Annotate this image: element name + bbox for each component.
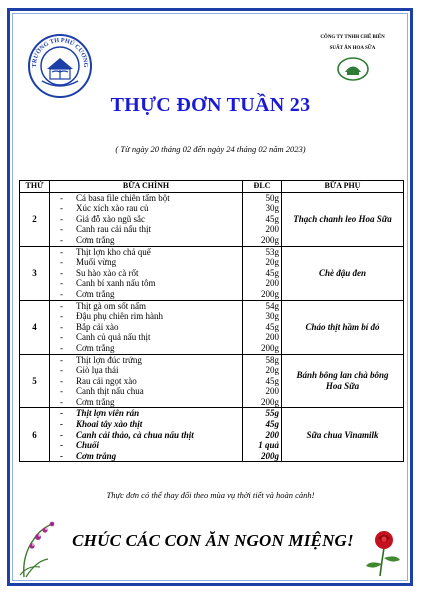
dish-name: Thịt lợn viên rán [76,408,140,419]
dish-name: Cơm trắng [76,396,115,407]
table-row [20,408,404,462]
rose-decoration [360,520,406,578]
dish-amount: 200 [265,429,279,440]
dish-amount: 30g [265,203,279,214]
date-range: ( Từ ngày 20 tháng 02 đến ngày 24 tháng 02 năm 2023) [115,144,306,154]
dish-item: - Canh rau cải nấu thịt [60,224,151,235]
dish-amount: 58g [265,354,279,365]
dish-name: Muối vừng [76,257,117,268]
table-row [20,354,404,408]
dish-name: Cơm trắng [76,342,115,353]
dish-amount: 45g [265,375,279,386]
dish-amount: 30g [265,311,279,322]
dish-amount: 200g [261,396,279,407]
day-cell: 2 [20,192,50,246]
main-meal-cell [50,354,243,408]
dish-item: - Cơm trắng [60,288,115,299]
dish-item: - Đậu phụ chiên rim hành [60,311,163,322]
dish-name: Thịt lợn kho chả quế [76,246,151,257]
dish-item: - Thịt lợn viên rán [60,408,140,419]
company-name [305,32,400,54]
dish-item: - Rau cải ngọt xào [60,375,137,386]
menu-note: Thực đơn có thể thay đổi theo mùa vụ thời tiết và hoàn cảnh! [106,490,315,500]
dish-amount: 54g [265,300,279,311]
menu-table [19,180,404,462]
amount-cell [243,354,282,408]
dish-item: - Chuối [60,440,100,451]
dish-name: Canh cải thảo, cà chua nấu thịt [76,429,194,440]
dish-item: - Canh cải thảo, cà chua nấu thịt [60,429,194,440]
amount-cell [243,246,282,300]
table-row [20,300,404,354]
dish-name: Giò lụa thái [76,365,119,376]
dish-amount: 45g [265,213,279,224]
dish-amount: 200g [261,288,279,299]
dish-amount: 200g [261,450,279,461]
header-day: THỨ [20,181,50,193]
table-header-row [20,181,404,193]
dish-amount: 200g [261,234,279,245]
dish-amount: 45g [265,267,279,278]
side-meal-cell: Thạch chanh leo Hoa Sữa [282,192,404,246]
dish-name: Thịt gà om sốt nấm [76,300,146,311]
dish-name: Cá basa file chiên tẩm bột [76,192,170,203]
company-line1: CÔNG TY TNHH CHẾ BIẾN [320,35,385,40]
dish-name: Giá đỗ xào ngũ sắc [76,213,145,224]
dish-name: Su hào xào cà rốt [76,267,139,278]
dish-item: - Bắp cải xào [60,321,119,332]
dish-item: - Khoai tây xào thịt [60,419,143,430]
dish-item: - Muối vừng [60,257,117,268]
amount-cell [243,192,282,246]
dish-amount: 200 [265,278,279,289]
dish-amount: 50g [265,192,279,203]
dish-name: Thịt lợn đúc trứng [76,354,142,365]
day-cell: 3 [20,246,50,300]
svg-text:TRƯỜNG TH PHÚ CƯƠNG: TRƯỜNG TH PHÚ CƯƠNG [30,36,90,68]
dish-amount: 20g [265,257,279,268]
header-side-meal: BỮA PHỤ [282,181,404,193]
dish-item: - Thịt lợn kho chả quế [60,246,151,257]
dish-amount: 1 quả [258,440,279,451]
dish-name: Khoai tây xào thịt [76,419,143,430]
school-logo [27,33,93,99]
dish-item: - Cơm trắng [60,450,117,461]
dish-amount: 55g [265,408,279,419]
day-cell: 5 [20,354,50,408]
amount-cell [243,408,282,462]
dish-name: Bắp cải xào [76,321,119,332]
dish-item: - Canh củ quả nấu thịt [60,332,151,343]
dish-name: Canh củ quả nấu thịt [76,332,151,343]
side-meal-cell: Bánh bông lan chà bông Hoa Sữa [282,354,404,408]
table-row [20,192,404,246]
dish-amount: 200 [265,386,279,397]
dish-amount: 200 [265,332,279,343]
header-amount: ĐLC [243,181,282,193]
dish-item: - Giò lụa thái [60,365,119,376]
header-main-meal: BỮA CHÍNH [50,181,243,193]
dish-item: - Su hào xào cà rốt [60,267,139,278]
main-meal-cell [50,300,243,354]
side-meal-cell: Chè đậu đen [282,246,404,300]
side-meal-cell: Sữa chua Vinamilk [282,408,404,462]
dish-item: - Canh bí xanh nấu tôm [60,278,156,289]
day-cell: 6 [20,408,50,462]
dish-name: Xúc xích xào rau củ [76,203,149,214]
dish-name: Canh rau cải nấu thịt [76,224,151,235]
dish-name: Rau cải ngọt xào [76,375,137,386]
amount-cell [243,300,282,354]
dish-item: - Cơm trắng [60,342,115,353]
dish-name: Canh bí xanh nấu tôm [76,278,156,289]
dish-amount: 200 [265,224,279,235]
dish-amount: 45g [265,419,279,430]
company-line2: SUẤT ĂN HOA SỮA [329,46,376,51]
dish-item: - Cơm trắng [60,396,115,407]
closing-message: CHÚC CÁC CON ĂN NGON MIỆNG! [72,531,354,550]
dish-amount: 200g [261,342,279,353]
table-row [20,246,404,300]
dish-amount: 20g [265,365,279,376]
day-cell: 4 [20,300,50,354]
main-meal-cell [50,246,243,300]
dish-name: Cơm trắng [76,450,117,461]
dish-name: Cơm trắng [76,234,115,245]
main-meal-cell [50,408,243,462]
dish-name: Canh thịt nấu chua [76,386,144,397]
dish-item: - Cơm trắng [60,234,115,245]
dish-item: - Cá basa file chiên tẩm bột [60,192,170,203]
dish-name: Chuối [76,440,100,451]
dish-item: - Xúc xích xào rau củ [60,203,149,214]
dish-item: - Giá đỗ xào ngũ sắc [60,213,145,224]
dish-amount: 45g [265,321,279,332]
dish-amount: 53g [265,246,279,257]
dish-item: - Canh thịt nấu chua [60,386,144,397]
orchid-decoration [14,515,62,579]
company-logo [337,57,369,81]
side-meal-cell: Cháo thịt hầm bí đỏ [282,300,404,354]
page-title: THỰC ĐƠN TUẦN 23 [110,94,311,116]
dish-item: - Thịt gà om sốt nấm [60,300,146,311]
dish-name: Đậu phụ chiên rim hành [76,311,163,322]
dish-item: - Thịt lợn đúc trứng [60,354,142,365]
dish-name: Cơm trắng [76,288,115,299]
main-meal-cell [50,192,243,246]
